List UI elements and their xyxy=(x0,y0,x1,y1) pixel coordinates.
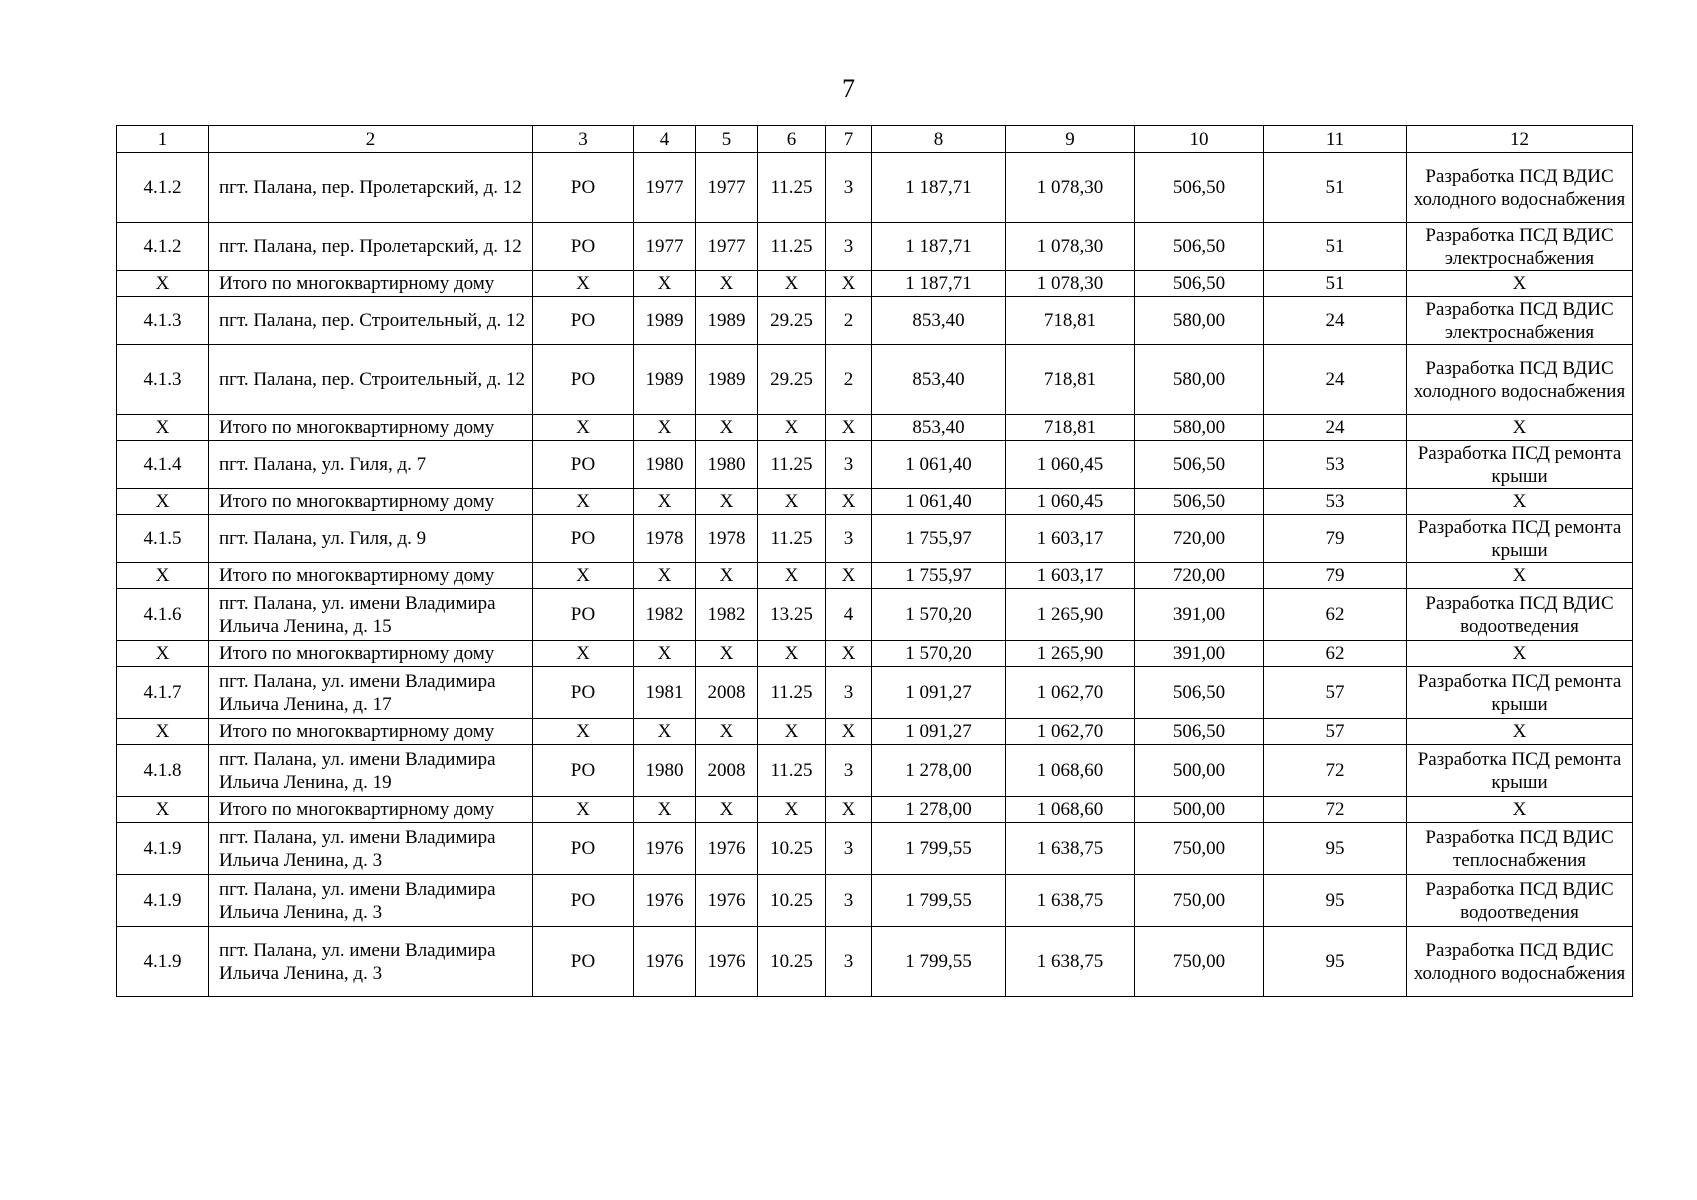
year-built-cell: X xyxy=(634,489,696,515)
residential-area-cell: 1 078,30 xyxy=(1006,271,1135,297)
residential-area-cell: 1 638,75 xyxy=(1006,927,1135,997)
table-body xyxy=(117,153,1633,997)
table-row xyxy=(117,441,1633,489)
item-number-cell: 4.1.8 xyxy=(117,745,209,797)
item-number-cell: 4.1.7 xyxy=(117,667,209,719)
floors-cell: 3 xyxy=(826,823,872,875)
cost-cell: 506,50 xyxy=(1135,223,1264,271)
item-number-cell: 4.1.5 xyxy=(117,515,209,563)
owner-type-cell: РО xyxy=(533,927,634,997)
work-type-cell: X xyxy=(1407,271,1633,297)
item-number-cell: 4.1.3 xyxy=(117,345,209,415)
year-built-cell: 1982 xyxy=(634,589,696,641)
total-area-cell: 1 570,20 xyxy=(872,589,1006,641)
wall-material-cell: X xyxy=(758,719,826,745)
cost-cell: 750,00 xyxy=(1135,927,1264,997)
work-type-cell: X xyxy=(1407,719,1633,745)
cost-cell: 750,00 xyxy=(1135,823,1264,875)
page-number: 7 xyxy=(842,74,855,103)
residential-area-cell: 1 062,70 xyxy=(1006,667,1135,719)
year-built-cell: X xyxy=(634,563,696,589)
owner-type-cell: X xyxy=(533,719,634,745)
table-row xyxy=(117,745,1633,797)
residential-area-cell: 1 265,90 xyxy=(1006,641,1135,667)
wall-material-cell: X xyxy=(758,415,826,441)
floors-cell: X xyxy=(826,415,872,441)
residential-area-cell: 1 078,30 xyxy=(1006,223,1135,271)
table-row xyxy=(117,345,1633,415)
item-number-cell: 4.1.4 xyxy=(117,441,209,489)
address-cell: пгт. Палана, пер. Пролетарский, д. 12 xyxy=(209,223,533,271)
residents-cell: 57 xyxy=(1264,719,1407,745)
table-row xyxy=(117,223,1633,271)
year-built-cell: 1977 xyxy=(634,153,696,223)
residents-cell: 95 xyxy=(1264,875,1407,927)
owner-type-cell: РО xyxy=(533,297,634,345)
residential-area-cell: 1 638,75 xyxy=(1006,875,1135,927)
cost-cell: 391,00 xyxy=(1135,641,1264,667)
address-cell: Итого по многоквартирному дому xyxy=(209,415,533,441)
address-cell: пгт. Палана, пер. Строительный, д. 12 xyxy=(209,345,533,415)
year-commissioned-cell: 2008 xyxy=(696,745,758,797)
cost-cell: 580,00 xyxy=(1135,297,1264,345)
work-type-cell: Разработка ПСД ремонта крыши xyxy=(1407,441,1633,489)
year-built-cell: 1980 xyxy=(634,441,696,489)
work-type-cell: X xyxy=(1407,415,1633,441)
residential-area-cell: 1 603,17 xyxy=(1006,515,1135,563)
wall-material-cell: 11.25 xyxy=(758,223,826,271)
work-type-cell: Разработка ПСД ВДИС холодного водоснабжения xyxy=(1407,927,1633,997)
subtotal-row xyxy=(117,797,1633,823)
work-type-cell: X xyxy=(1407,563,1633,589)
year-built-cell: X xyxy=(634,415,696,441)
owner-type-cell: X xyxy=(533,797,634,823)
address-cell: Итого по многоквартирному дому xyxy=(209,797,533,823)
item-number-cell: X xyxy=(117,719,209,745)
column-number-header: 10 xyxy=(1135,126,1264,153)
floors-cell: 3 xyxy=(826,441,872,489)
floors-cell: X xyxy=(826,797,872,823)
cost-cell: 506,50 xyxy=(1135,667,1264,719)
total-area-cell: 1 278,00 xyxy=(872,745,1006,797)
owner-type-cell: РО xyxy=(533,667,634,719)
cost-cell: 720,00 xyxy=(1135,563,1264,589)
total-area-cell: 853,40 xyxy=(872,297,1006,345)
cost-cell: 500,00 xyxy=(1135,745,1264,797)
year-commissioned-cell: 1976 xyxy=(696,875,758,927)
cost-cell: 391,00 xyxy=(1135,589,1264,641)
address-cell: Итого по многоквартирному дому xyxy=(209,563,533,589)
item-number-cell: 4.1.9 xyxy=(117,875,209,927)
year-commissioned-cell: 1982 xyxy=(696,589,758,641)
wall-material-cell: 11.25 xyxy=(758,745,826,797)
total-area-cell: 1 755,97 xyxy=(872,563,1006,589)
total-area-cell: 1 061,40 xyxy=(872,441,1006,489)
floors-cell: 3 xyxy=(826,153,872,223)
item-number-cell: 4.1.9 xyxy=(117,823,209,875)
residents-cell: 53 xyxy=(1264,441,1407,489)
residential-area-cell: 1 060,45 xyxy=(1006,489,1135,515)
table-row xyxy=(117,153,1633,223)
year-commissioned-cell: 1980 xyxy=(696,441,758,489)
owner-type-cell: РО xyxy=(533,745,634,797)
column-number-header: 3 xyxy=(533,126,634,153)
item-number-cell: 4.1.9 xyxy=(117,927,209,997)
table-row xyxy=(117,667,1633,719)
column-number-header: 6 xyxy=(758,126,826,153)
item-number-cell: 4.1.3 xyxy=(117,297,209,345)
cost-cell: 506,50 xyxy=(1135,719,1264,745)
residential-area-cell: 1 060,45 xyxy=(1006,441,1135,489)
wall-material-cell: 29.25 xyxy=(758,297,826,345)
subtotal-row xyxy=(117,719,1633,745)
year-commissioned-cell: 1976 xyxy=(696,823,758,875)
address-cell: пгт. Палана, ул. имени Владимира Ильича Ленина, д. 3 xyxy=(209,927,533,997)
wall-material-cell: 11.25 xyxy=(758,667,826,719)
cost-cell: 500,00 xyxy=(1135,797,1264,823)
subtotal-row xyxy=(117,563,1633,589)
residents-cell: 57 xyxy=(1264,667,1407,719)
residents-cell: 72 xyxy=(1264,745,1407,797)
residents-cell: 51 xyxy=(1264,223,1407,271)
year-built-cell: 1989 xyxy=(634,297,696,345)
cost-cell: 580,00 xyxy=(1135,415,1264,441)
work-type-cell: Разработка ПСД ВДИС водоотведения xyxy=(1407,589,1633,641)
address-cell: пгт. Палана, ул. имени Владимира Ильича Ленина, д. 3 xyxy=(209,823,533,875)
cost-cell: 580,00 xyxy=(1135,345,1264,415)
year-commissioned-cell: X xyxy=(696,489,758,515)
wall-material-cell: 13.25 xyxy=(758,589,826,641)
floors-cell: 3 xyxy=(826,667,872,719)
wall-material-cell: X xyxy=(758,797,826,823)
floors-cell: X xyxy=(826,563,872,589)
total-area-cell: 853,40 xyxy=(872,415,1006,441)
wall-material-cell: 10.25 xyxy=(758,875,826,927)
floors-cell: 2 xyxy=(826,345,872,415)
residents-cell: 24 xyxy=(1264,297,1407,345)
column-number-header: 8 xyxy=(872,126,1006,153)
year-commissioned-cell: X xyxy=(696,271,758,297)
floors-cell: 3 xyxy=(826,515,872,563)
floors-cell: X xyxy=(826,489,872,515)
subtotal-row xyxy=(117,489,1633,515)
residential-area-cell: 718,81 xyxy=(1006,415,1135,441)
year-commissioned-cell: X xyxy=(696,797,758,823)
item-number-cell: X xyxy=(117,641,209,667)
address-cell: Итого по многоквартирному дому xyxy=(209,641,533,667)
address-cell: Итого по многоквартирному дому xyxy=(209,489,533,515)
column-number-header: 9 xyxy=(1006,126,1135,153)
year-commissioned-cell: 1989 xyxy=(696,297,758,345)
subtotal-row xyxy=(117,641,1633,667)
residents-cell: 51 xyxy=(1264,271,1407,297)
address-cell: пгт. Палана, пер. Пролетарский, д. 12 xyxy=(209,153,533,223)
address-cell: Итого по многоквартирному дому xyxy=(209,271,533,297)
year-built-cell: X xyxy=(634,797,696,823)
column-number-header: 12 xyxy=(1407,126,1633,153)
residential-area-cell: 1 078,30 xyxy=(1006,153,1135,223)
address-cell: пгт. Палана, пер. Строительный, д. 12 xyxy=(209,297,533,345)
residents-cell: 62 xyxy=(1264,589,1407,641)
table-row xyxy=(117,297,1633,345)
column-number-header: 5 xyxy=(696,126,758,153)
floors-cell: 3 xyxy=(826,927,872,997)
floors-cell: 3 xyxy=(826,223,872,271)
item-number-cell: X xyxy=(117,271,209,297)
column-number-header: 7 xyxy=(826,126,872,153)
work-type-cell: Разработка ПСД ремонта крыши xyxy=(1407,515,1633,563)
work-type-cell: Разработка ПСД ВДИС холодного водоснабжения xyxy=(1407,153,1633,223)
residents-cell: 24 xyxy=(1264,415,1407,441)
residents-cell: 79 xyxy=(1264,563,1407,589)
repair-schedule-table xyxy=(116,125,1633,997)
work-type-cell: Разработка ПСД ремонта крыши xyxy=(1407,667,1633,719)
owner-type-cell: X xyxy=(533,415,634,441)
subtotal-row xyxy=(117,271,1633,297)
owner-type-cell: РО xyxy=(533,589,634,641)
floors-cell: X xyxy=(826,719,872,745)
residential-area-cell: 1 603,17 xyxy=(1006,563,1135,589)
year-built-cell: X xyxy=(634,641,696,667)
floors-cell: 2 xyxy=(826,297,872,345)
year-commissioned-cell: X xyxy=(696,415,758,441)
item-number-cell: 4.1.2 xyxy=(117,153,209,223)
table-row xyxy=(117,823,1633,875)
wall-material-cell: X xyxy=(758,563,826,589)
owner-type-cell: X xyxy=(533,271,634,297)
year-commissioned-cell: X xyxy=(696,719,758,745)
total-area-cell: 1 187,71 xyxy=(872,223,1006,271)
total-area-cell: 1 187,71 xyxy=(872,271,1006,297)
total-area-cell: 1 799,55 xyxy=(872,823,1006,875)
residents-cell: 62 xyxy=(1264,641,1407,667)
wall-material-cell: 10.25 xyxy=(758,823,826,875)
wall-material-cell: 11.25 xyxy=(758,441,826,489)
total-area-cell: 1 799,55 xyxy=(872,927,1006,997)
year-commissioned-cell: X xyxy=(696,641,758,667)
year-built-cell: 1981 xyxy=(634,667,696,719)
residents-cell: 95 xyxy=(1264,823,1407,875)
column-number-header: 11 xyxy=(1264,126,1407,153)
year-built-cell: X xyxy=(634,271,696,297)
address-cell: пгт. Палана, ул. имени Владимира Ильича Ленина, д. 3 xyxy=(209,875,533,927)
column-number-row xyxy=(117,126,1633,153)
year-commissioned-cell: 1977 xyxy=(696,153,758,223)
item-number-cell: 4.1.2 xyxy=(117,223,209,271)
work-type-cell: X xyxy=(1407,641,1633,667)
address-cell: пгт. Палана, ул. Гиля, д. 7 xyxy=(209,441,533,489)
wall-material-cell: 11.25 xyxy=(758,515,826,563)
work-type-cell: Разработка ПСД ВДИС теплоснабжения xyxy=(1407,823,1633,875)
total-area-cell: 1 061,40 xyxy=(872,489,1006,515)
residential-area-cell: 718,81 xyxy=(1006,345,1135,415)
cost-cell: 750,00 xyxy=(1135,875,1264,927)
year-built-cell: 1976 xyxy=(634,823,696,875)
total-area-cell: 1 570,20 xyxy=(872,641,1006,667)
owner-type-cell: X xyxy=(533,641,634,667)
owner-type-cell: РО xyxy=(533,515,634,563)
floors-cell: 4 xyxy=(826,589,872,641)
address-cell: пгт. Палана, ул. Гиля, д. 9 xyxy=(209,515,533,563)
year-built-cell: 1977 xyxy=(634,223,696,271)
owner-type-cell: X xyxy=(533,563,634,589)
work-type-cell: Разработка ПСД ВДИС электроснабжения xyxy=(1407,297,1633,345)
year-built-cell: X xyxy=(634,719,696,745)
wall-material-cell: X xyxy=(758,489,826,515)
total-area-cell: 853,40 xyxy=(872,345,1006,415)
floors-cell: 3 xyxy=(826,875,872,927)
residents-cell: 51 xyxy=(1264,153,1407,223)
residential-area-cell: 1 638,75 xyxy=(1006,823,1135,875)
cost-cell: 506,50 xyxy=(1135,441,1264,489)
year-built-cell: 1978 xyxy=(634,515,696,563)
total-area-cell: 1 091,27 xyxy=(872,667,1006,719)
residential-area-cell: 1 265,90 xyxy=(1006,589,1135,641)
residents-cell: 24 xyxy=(1264,345,1407,415)
owner-type-cell: X xyxy=(533,489,634,515)
owner-type-cell: РО xyxy=(533,875,634,927)
floors-cell: X xyxy=(826,641,872,667)
residential-area-cell: 1 062,70 xyxy=(1006,719,1135,745)
address-cell: пгт. Палана, ул. имени Владимира Ильича Ленина, д. 17 xyxy=(209,667,533,719)
item-number-cell: 4.1.6 xyxy=(117,589,209,641)
year-built-cell: 1980 xyxy=(634,745,696,797)
work-type-cell: Разработка ПСД ВДИС холодного водоснабжения xyxy=(1407,345,1633,415)
year-commissioned-cell: X xyxy=(696,563,758,589)
cost-cell: 720,00 xyxy=(1135,515,1264,563)
floors-cell: 3 xyxy=(826,745,872,797)
residential-area-cell: 1 068,60 xyxy=(1006,797,1135,823)
owner-type-cell: РО xyxy=(533,223,634,271)
residents-cell: 53 xyxy=(1264,489,1407,515)
residents-cell: 95 xyxy=(1264,927,1407,997)
work-type-cell: Разработка ПСД ремонта крыши xyxy=(1407,745,1633,797)
owner-type-cell: РО xyxy=(533,153,634,223)
column-number-header: 2 xyxy=(209,126,533,153)
item-number-cell: X xyxy=(117,797,209,823)
owner-type-cell: РО xyxy=(533,345,634,415)
cost-cell: 506,50 xyxy=(1135,489,1264,515)
year-built-cell: 1976 xyxy=(634,927,696,997)
item-number-cell: X xyxy=(117,563,209,589)
work-type-cell: Разработка ПСД ВДИС водоотведения xyxy=(1407,875,1633,927)
wall-material-cell: X xyxy=(758,271,826,297)
year-commissioned-cell: 2008 xyxy=(696,667,758,719)
item-number-cell: X xyxy=(117,489,209,515)
cost-cell: 506,50 xyxy=(1135,271,1264,297)
column-number-header: 1 xyxy=(117,126,209,153)
work-type-cell: X xyxy=(1407,489,1633,515)
owner-type-cell: РО xyxy=(533,823,634,875)
work-type-cell: X xyxy=(1407,797,1633,823)
wall-material-cell: 10.25 xyxy=(758,927,826,997)
wall-material-cell: X xyxy=(758,641,826,667)
year-commissioned-cell: 1976 xyxy=(696,927,758,997)
total-area-cell: 1 091,27 xyxy=(872,719,1006,745)
cost-cell: 506,50 xyxy=(1135,153,1264,223)
year-commissioned-cell: 1989 xyxy=(696,345,758,415)
table-row xyxy=(117,927,1633,997)
address-cell: Итого по многоквартирному дому xyxy=(209,719,533,745)
residents-cell: 79 xyxy=(1264,515,1407,563)
table-row xyxy=(117,875,1633,927)
wall-material-cell: 29.25 xyxy=(758,345,826,415)
item-number-cell: X xyxy=(117,415,209,441)
table-row xyxy=(117,515,1633,563)
residential-area-cell: 1 068,60 xyxy=(1006,745,1135,797)
table-row xyxy=(117,589,1633,641)
total-area-cell: 1 755,97 xyxy=(872,515,1006,563)
year-built-cell: 1976 xyxy=(634,875,696,927)
wall-material-cell: 11.25 xyxy=(758,153,826,223)
column-number-header: 4 xyxy=(634,126,696,153)
total-area-cell: 1 799,55 xyxy=(872,875,1006,927)
address-cell: пгт. Палана, ул. имени Владимира Ильича Ленина, д. 19 xyxy=(209,745,533,797)
year-built-cell: 1989 xyxy=(634,345,696,415)
floors-cell: X xyxy=(826,271,872,297)
year-commissioned-cell: 1977 xyxy=(696,223,758,271)
total-area-cell: 1 278,00 xyxy=(872,797,1006,823)
year-commissioned-cell: 1978 xyxy=(696,515,758,563)
total-area-cell: 1 187,71 xyxy=(872,153,1006,223)
residents-cell: 72 xyxy=(1264,797,1407,823)
subtotal-row xyxy=(117,415,1633,441)
owner-type-cell: РО xyxy=(533,441,634,489)
work-type-cell: Разработка ПСД ВДИС электроснабжения xyxy=(1407,223,1633,271)
residential-area-cell: 718,81 xyxy=(1006,297,1135,345)
address-cell: пгт. Палана, ул. имени Владимира Ильича Ленина, д. 15 xyxy=(209,589,533,641)
